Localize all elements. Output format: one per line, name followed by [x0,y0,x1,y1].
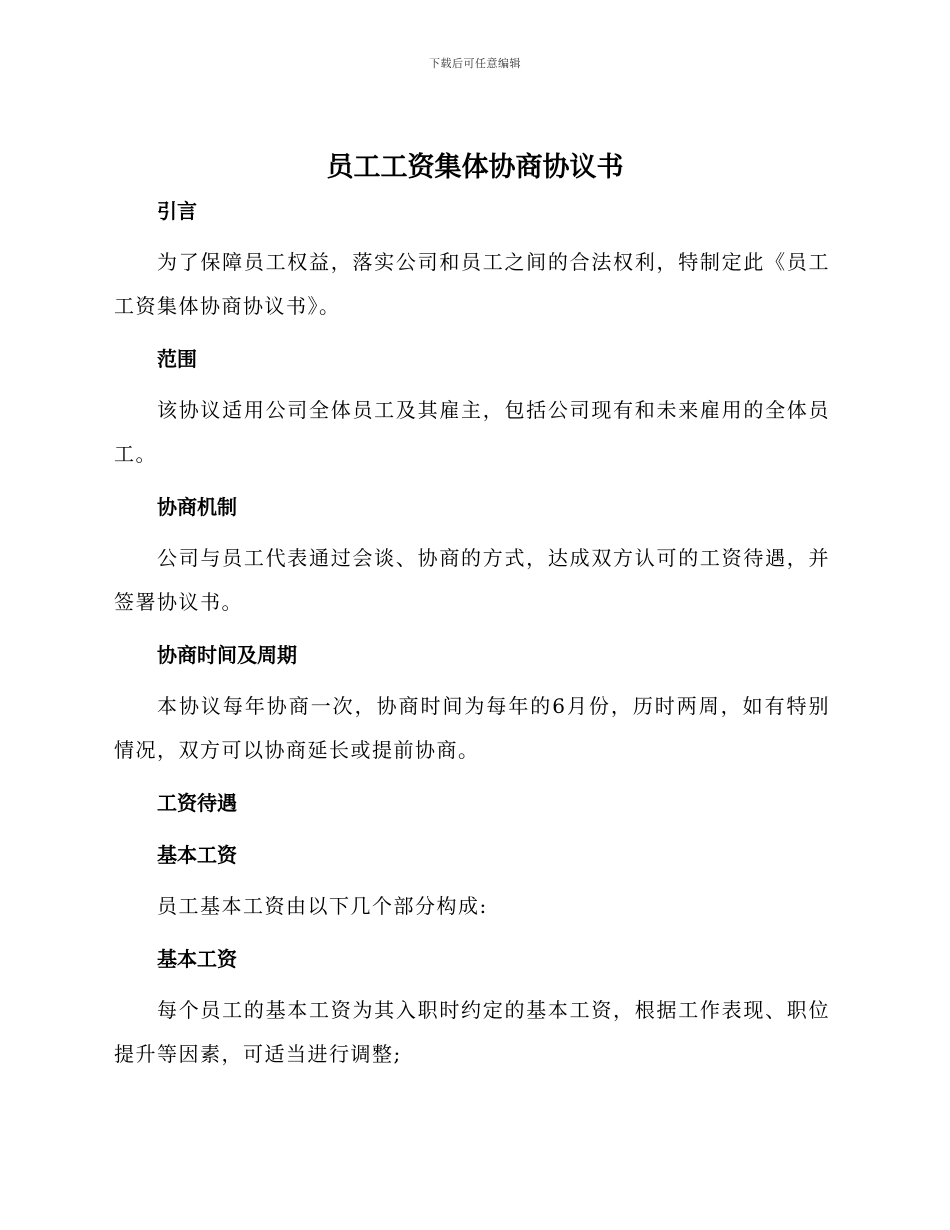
section-paragraph: 本协议每年协商一次，协商时间为每年的6月份，历时两周，如有特别情况，双方可以协商延长或提前协商。 [114,694,830,762]
section-scope [114,338,830,486]
section-paragraph: 公司与员工代表通过会谈、协商的方式，达成双方认可的工资待遇，并签署协议书。 [114,546,830,614]
section-paragraph: 该协议适用公司全体员工及其雇主，包括公司现有和未来雇用的全体员工。 [114,398,830,466]
section-basic-wage [114,834,830,938]
page-header-note: 下载后可任意编辑 [429,57,521,70]
section-wages [114,782,830,834]
section-paragraph: 员工基本工资由以下几个部分构成: [157,894,488,918]
document-body [114,190,830,1076]
section-heading: 范围 [157,347,197,371]
section-heading: 协商时间及周期 [157,643,297,667]
section-introduction [114,190,830,338]
section-heading: 工资待遇 [157,791,237,815]
document-title: 员工工资集体协商协议书 [326,152,624,183]
section-heading: 引言 [157,199,197,223]
section-paragraph: 为了保障员工权益，落实公司和员工之间的合法权利，特制定此《员工工资集体协商协议书》。 [114,250,830,318]
section-basic-wage-detail [114,938,830,1076]
section-negotiation-time [114,634,830,782]
section-heading: 基本工资 [157,843,237,867]
section-paragraph: 每个员工的基本工资为其入职时约定的基本工资，根据工作表现、职位提升等因素，可适当进行调整; [114,998,830,1066]
section-heading: 基本工资 [157,947,237,971]
section-negotiation-mechanism [114,486,830,634]
section-heading: 协商机制 [157,495,237,519]
